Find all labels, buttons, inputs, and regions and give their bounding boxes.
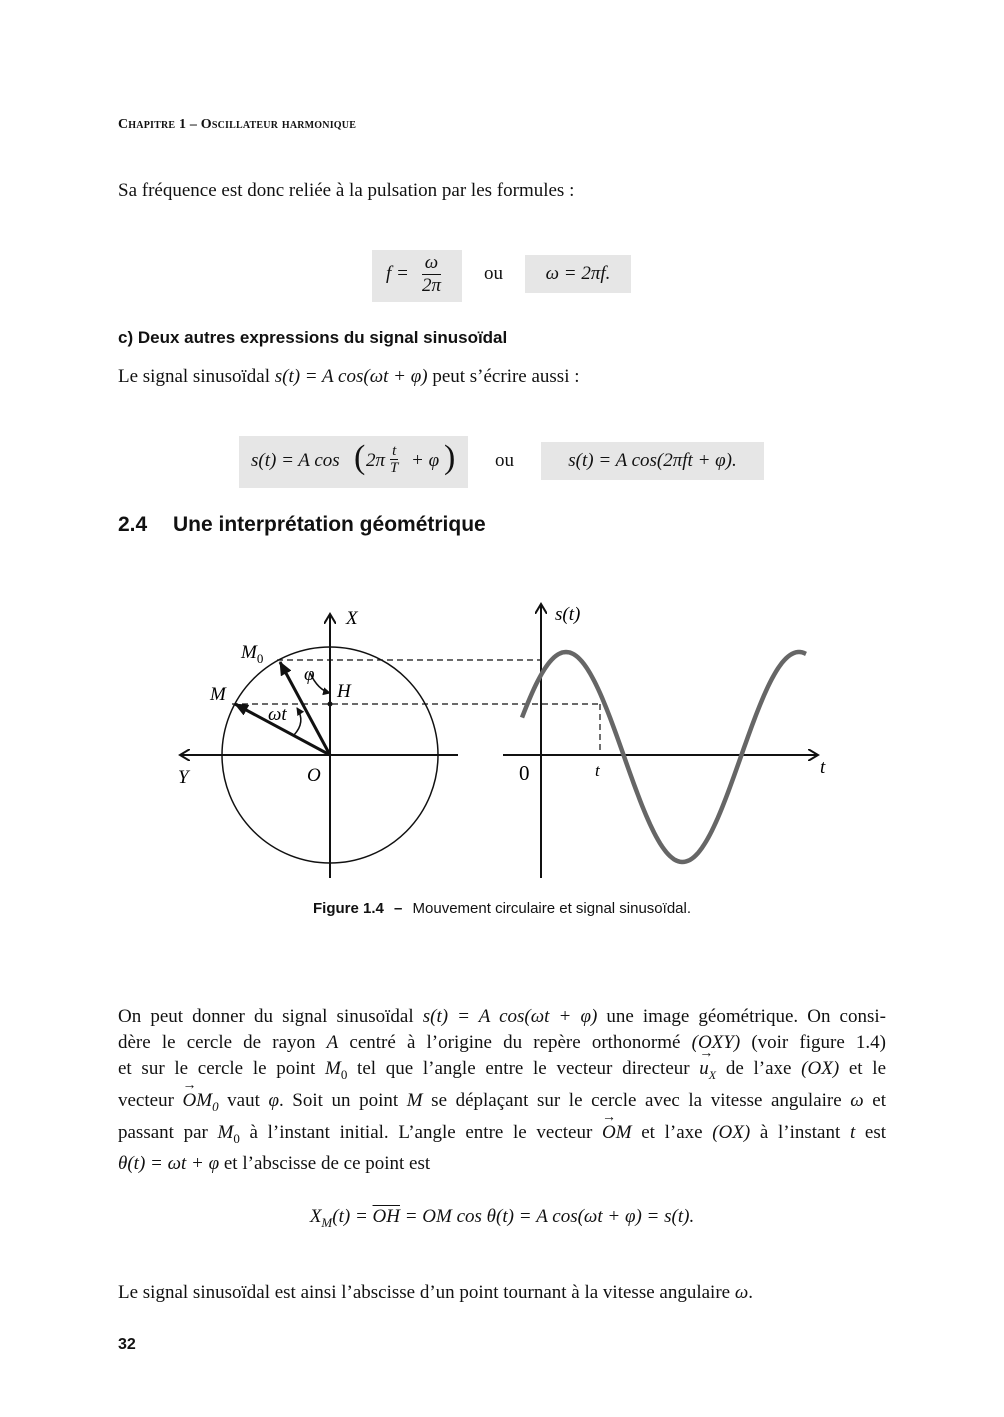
point-H-dot <box>328 702 333 707</box>
signal-period-lhs: s(t) = A cos <box>251 450 340 471</box>
label-zero: 0 <box>519 761 530 785</box>
label-time-axis: t <box>820 757 826 778</box>
label-X: X <box>346 608 358 629</box>
conclusion-text: Le signal sinusoïdal est ainsi l’abscisse d’un point tournant à la vitesse angulaire ω. <box>118 1282 754 1303</box>
section-number: 2.4 <box>118 513 148 536</box>
t-over-T <box>390 443 398 476</box>
body-paragraph <box>118 1004 886 1177</box>
body-line-6: θ(t) = ωt + φ et l’abscisse de ce point est <box>118 1153 431 1175</box>
running-head: Chapitre 1 – Oscillateur harmonique <box>118 117 357 132</box>
signal-line-pre: Le signal sinusoïdal <box>118 366 275 387</box>
formula-box-frequency <box>372 250 462 302</box>
or-text: ou <box>484 263 503 284</box>
caption-text: Mouvement circulaire et signal sinusoïdal. <box>412 900 691 917</box>
body-line-2: dère le cercle de rayon A centré à l’origine du repère orthonormé (OXY) (voir figure 1.4) <box>118 1032 886 1053</box>
body-line-5: passant par $M_0$ à l’instant initial. L’angle entre le vecteur → OM et l’axe (OX) à l’instant t est <box>118 1120 886 1152</box>
label-Y: Y <box>178 767 189 788</box>
two-pi: 2π <box>366 450 386 471</box>
formula-box-signal-period <box>239 436 468 488</box>
subsection-heading: c) Deux autres expressions du signal sinusoïdal <box>118 328 508 347</box>
section-title: Une interprétation géométrique <box>173 513 486 536</box>
equation-XM: $X_M(t) = \overline{OH}$ = OM cos θ(t) = A cos(ωt + φ) = s(t). <box>309 1206 695 1230</box>
caption-label: Figure 1.4 <box>312 900 384 917</box>
figure-circular-motion <box>0 590 1004 890</box>
formula-lhs: f = <box>386 263 409 284</box>
vector-OM0: → $OM_0$ <box>183 1088 219 1120</box>
body-line-4: vecteur → $OM_0$ vaut φ. Soit un point M se déplaçant sur le cercle avec la vitesse angulaire ω et <box>118 1088 886 1120</box>
label-phi: φ <box>304 664 315 685</box>
label-s-of-t: s(t) <box>555 604 581 625</box>
right-paren: ) <box>444 439 456 476</box>
t-numerator: t <box>390 443 398 460</box>
fraction-numerator: ω <box>422 252 441 275</box>
signal-line-math: s(t) = A cos(ωt + φ) <box>274 366 428 387</box>
label-wt: ωt <box>268 704 287 725</box>
formula-fraction <box>422 252 441 297</box>
left-paren: ( <box>354 439 366 476</box>
label-H: H <box>337 681 351 702</box>
vector-OM: → OM <box>602 1120 632 1146</box>
T-denominator: T <box>390 460 399 476</box>
body-line-1: On peut donner du signal sinusoïdal s(t) = A cos(ωt + φ) une image géométrique. On consi- <box>118 1006 886 1027</box>
label-M: M <box>210 684 226 705</box>
body-line-3: et sur le cercle le point $M_0$ tel que l’angle entre le vecteur directeur → $u_X$ de l’axe (OX) et le <box>118 1056 886 1088</box>
or-text-2: ou <box>495 450 514 471</box>
vector-uX: → $u_X$ <box>699 1056 716 1088</box>
formula-box-signal-frequency: s(t) = A cos(2πft + φ). <box>541 442 764 480</box>
plus-phi: + φ <box>411 450 440 471</box>
figure-caption <box>0 900 1004 917</box>
page-number: 32 <box>118 1336 136 1353</box>
signal-line-post: peut s’écrire aussi : <box>427 366 580 387</box>
label-tick-t: t <box>595 761 600 780</box>
angle-wt-arc <box>294 708 301 735</box>
sinusoidal-signal-curve <box>522 652 806 862</box>
section-heading <box>118 513 486 537</box>
caption-separator: – <box>394 900 403 917</box>
formula-box-pulsation: ω = 2πf. <box>525 255 631 293</box>
fraction-denominator: 2π <box>422 275 442 296</box>
label-O: O <box>307 765 321 786</box>
intro-text: Sa fréquence est donc reliée à la pulsation par les formules : <box>118 180 575 201</box>
signal-line <box>118 364 580 390</box>
label-M0: $M_0$ <box>241 642 264 666</box>
